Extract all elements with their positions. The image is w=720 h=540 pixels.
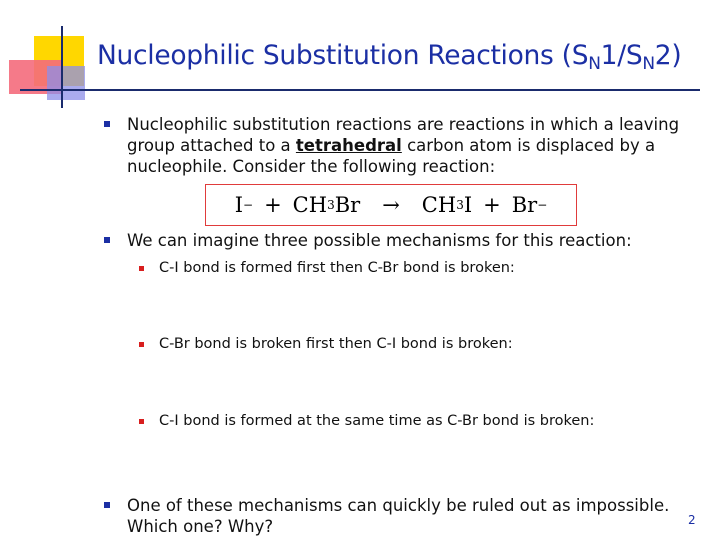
sub-bullet-marker	[139, 419, 144, 424]
logo-vertical-line	[61, 26, 63, 108]
bullet-text: We can imagine three possible mechanisms for this reaction:	[127, 231, 632, 250]
sub-bullet-text: C-I bond is formed first then C-Br bond is broken:	[159, 260, 515, 276]
slide-title: Nucleophilic Substitution Reactions $(S_N1/S_N2)$	[97, 40, 682, 74]
bullet-marker	[104, 237, 110, 243]
sub-bullet-marker	[139, 266, 144, 271]
sub-bullet-mechanism-1	[139, 259, 679, 279]
bullet-text: Nucleophilic substitution reactions are reactions in which a leaving group attached to a tetrahedral carbon atom is displaced by a nucleophile. Consider the following reaction:	[127, 115, 680, 176]
bullet-definition	[104, 114, 684, 180]
sub-bullet-mechanism-3	[139, 412, 679, 432]
title-divider	[20, 89, 700, 91]
bullet-marker	[104, 502, 110, 508]
sub-bullet-mechanism-2	[139, 335, 679, 355]
logo-blue-square	[47, 66, 85, 100]
sub-bullet-marker	[139, 342, 144, 347]
reaction-equation: I − + CH 3 Br → CH 3 I + Br −	[205, 184, 577, 226]
bullet-text: One of these mechanisms can quickly be ruled out as impossible. Which one? Why?	[127, 496, 670, 536]
sub-bullet-text: C-I bond is formed at the same time as C-Br bond is broken:	[159, 413, 595, 429]
bullet-marker	[104, 121, 110, 127]
bullet-question	[104, 495, 684, 539]
reaction-arrow: →	[382, 193, 400, 217]
bullet-mechanisms	[104, 230, 684, 252]
page-number: 2	[688, 513, 696, 527]
sub-bullet-text: C-Br bond is broken first then C-I bond is broken:	[159, 336, 513, 352]
tetrahedral-emphasis: tetrahedral	[295, 136, 402, 155]
